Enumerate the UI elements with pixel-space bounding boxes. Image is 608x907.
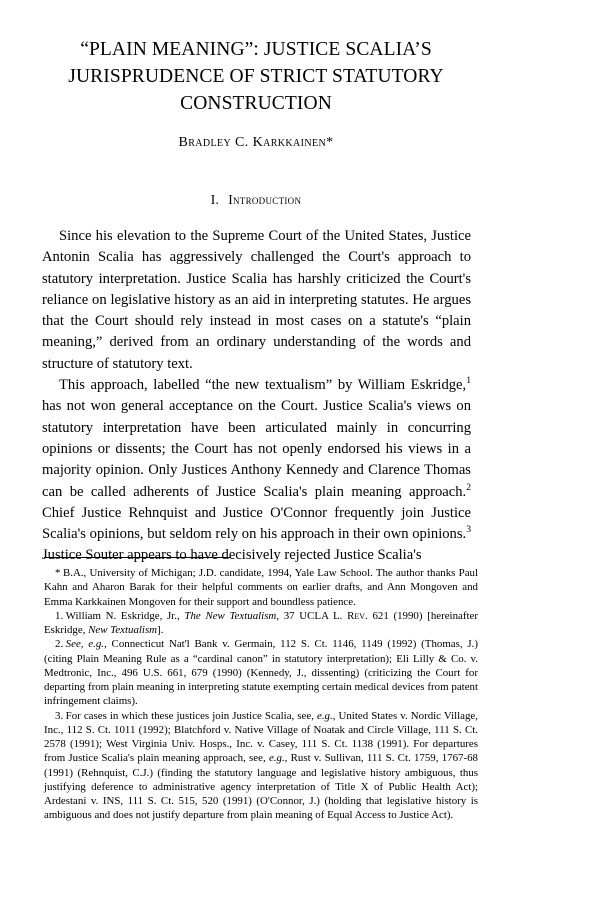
footnote-3-marker: 3. xyxy=(55,709,64,722)
footnote-ref-3[interactable]: 3 xyxy=(466,524,471,536)
footnote-3-part-b: , United States v. Nordic Village, Inc., 112 S. Ct. 1011 (1992); Blatchford v. Native Village of Noatak and Circle Village, 111 S. Ct. 2578 (1991); West Virginia Univ. Hosps., Inc. v. Casey, 111 S. Ct. 1138 (1991). For departures from Justice Scalia's plain meaning approach, see, xyxy=(44,709,478,765)
paragraph-2 xyxy=(42,375,471,567)
title-line-1: “PLAIN MEANING”: JUSTICE SCALIA’S xyxy=(80,39,432,60)
title-line-3: CONSTRUCTION xyxy=(180,93,332,114)
footnote-2 xyxy=(44,637,478,708)
footnote-3-signal-1: e.g. xyxy=(316,709,333,722)
para2-segment-4: Justice Souter appears to have decisively rejected Justice Scalia's xyxy=(42,547,422,564)
author-byline: Bradley C. Karkkainen* xyxy=(178,135,334,150)
footnote-block xyxy=(44,566,478,823)
section-heading xyxy=(42,192,470,208)
body-text xyxy=(42,226,471,567)
footnote-3 xyxy=(44,709,478,823)
footnote-2-marker: 2. xyxy=(55,638,64,651)
footnote-1-marker: 1. xyxy=(55,609,64,622)
footnote-3-part-c: , Rust v. Sullivan, 111 S. Ct. 1759, 1767-68 (1991) (Rehnquist, C.J.) (finding the statutory language and legislative history ambiguous, thus justifying deference to administrative agency interpretation of Title X of Public Health Act); Ardestani v. INS, 111 S. Ct. 515, 520 (1991) (O'Connor, J.) (holding that legislative history is ambiguous and does not justify departure from plain meaning of Equal Access to Justice Act). xyxy=(44,752,478,822)
section-label: Introduction xyxy=(228,192,302,207)
footnote-2-text: , Connecticut Nat'l Bank v. Germain, 112 S. Ct. 1146, 1149 (1992) (Thomas, J.) (citing Plain Meaning Rule as a “cardinal canon” in statutory interpretation); Eli Lilly & Co. v. Medtronic, Inc., 496 U.S. 661, 679 (1990) (Kennedy, J., dissenting) (criticizing the Court for departing from plain meaning in interpreting statute exempting certain medical devices from patent infringement claims). xyxy=(44,638,478,708)
footnote-star-text: B.A., University of Michigan; J.D. candidate, 1994, Yale Law School. The author thanks Paul Kahn and Aharon Barak for their helpful comments on earlier drafts, and Ann Mongoven and Emma Karkkainen Mongoven for their support and boundless patience. xyxy=(44,567,478,608)
footnote-3-part-a: For cases in which these justices join Justice Scalia, see, xyxy=(65,709,317,722)
title-line-2: JURISPRUDENCE OF STRICT STATUTORY xyxy=(68,66,444,87)
footnote-1-part-b: , 37 UCLA L. xyxy=(276,609,348,622)
para2-segment-3: Chief Justice Rehnquist and Justice O'Connor frequently join Justice Scalia's opinions, but seldom rely on his approach in their own opinions. xyxy=(42,504,471,543)
footnote-1 xyxy=(44,609,478,638)
para2-segment-1: This approach, labelled “the new textualism” by William Eskridge, xyxy=(59,377,467,394)
paragraph-1: Since his elevation to the Supreme Court of the United States, Justice Antonin Scalia has aggressively challenged the Court's approach to statutory interpretation. Justice Scalia has harshly criticized the Court's reliance on legislative history as an aid in interpreting statutes. He argues that the Court should rely instead in most cases on a statute's “plain meaning,” derived from an ordinary understanding of the words and structure of statutory text. xyxy=(42,228,471,372)
article-title xyxy=(42,36,470,117)
footnote-star xyxy=(44,566,478,609)
footnote-3-signal-2: e.g. xyxy=(268,752,285,765)
footnote-1-part-a: William N. Eskridge, Jr., xyxy=(65,609,185,622)
footnote-1-part-c: 621 (1990) [hereinafter Eskridge, xyxy=(44,609,478,636)
footnote-1-italic-short: New Textualism xyxy=(88,624,158,636)
para2-segment-2: has not won general acceptance on the Court. Justice Scalia's views on statutory interpretation have been articulated mainly in concurring opinions or dissents; the Court has not openly endorsed his views in a majority opinion. Only Justices Anthony Kennedy and Clarence Thomas can be called adherents of Justice Scalia's plain meaning approach. xyxy=(42,398,471,500)
footnote-star-marker: * xyxy=(55,567,61,579)
footnote-1-smallcaps-rev: Rev. xyxy=(347,609,368,622)
footnote-separator-rule xyxy=(44,557,230,558)
footnote-2-signal: See, e.g. xyxy=(65,638,105,651)
footnote-1-italic-title: The New Textualism xyxy=(184,609,277,622)
footnote-ref-2[interactable]: 2 xyxy=(466,481,471,493)
footnote-ref-1[interactable]: 1 xyxy=(466,375,471,387)
footnote-1-part-d: ]. xyxy=(157,624,164,636)
section-numeral: I. xyxy=(210,192,220,207)
